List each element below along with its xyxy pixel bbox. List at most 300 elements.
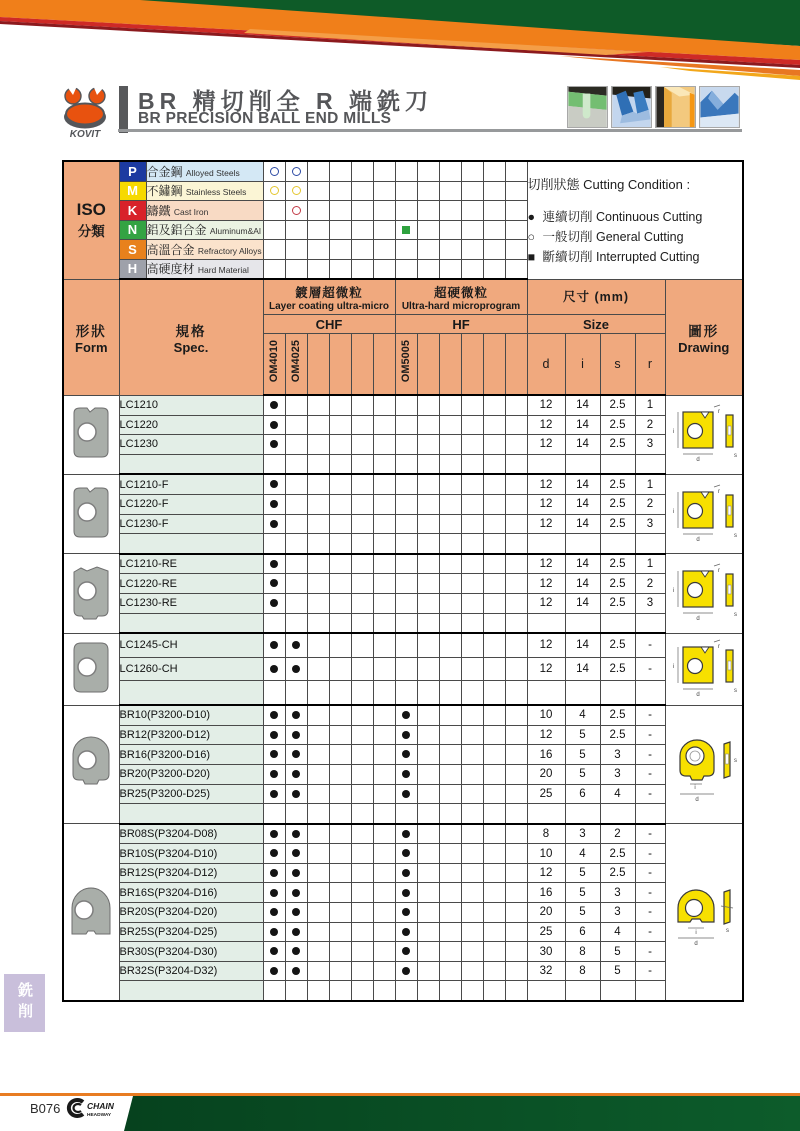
- grade-mark-cell: [417, 633, 439, 657]
- grade-mark-cell: [285, 574, 307, 594]
- iso-mark-cell: [307, 201, 329, 221]
- svg-text:d: d: [694, 940, 698, 947]
- table-row: [63, 554, 743, 574]
- continuous-cutting-dot-icon: [270, 440, 278, 448]
- form-image-ball: [63, 705, 119, 824]
- grade-mark-cell: [329, 657, 351, 681]
- general-cutting-circle-icon: [270, 167, 279, 176]
- svg-text:s: s: [725, 927, 729, 934]
- iso-mark-cell: [439, 259, 461, 279]
- grade-mark-cell: [395, 435, 417, 455]
- grade-mark-cell: [417, 593, 439, 613]
- svg-text:i: i: [672, 587, 675, 594]
- size-value: 12: [527, 863, 565, 883]
- size-value: 8: [527, 824, 565, 844]
- continuous-cutting-dot-icon: [402, 731, 410, 739]
- grade-mark-cell: [417, 961, 439, 981]
- iso-mark-cell: [483, 240, 505, 260]
- grade-mark-cell: [307, 494, 329, 514]
- grade-mark-cell: [505, 883, 527, 903]
- size-value: 2.5: [600, 514, 635, 534]
- grade-mark-cell: [483, 863, 505, 883]
- size-value: 12: [527, 395, 565, 415]
- size-value: -: [635, 784, 665, 804]
- iso-mark-cell: [329, 181, 351, 201]
- grade-mark-cell: [417, 435, 439, 455]
- grade-mark-cell: [285, 593, 307, 613]
- svg-text:r: r: [717, 409, 720, 416]
- grade-mark-cell: [285, 942, 307, 962]
- grade-mark-cell: [373, 657, 395, 681]
- table-row: [63, 903, 743, 923]
- grade-mark-cell: [461, 395, 483, 415]
- grade-mark-cell: [307, 633, 329, 657]
- size-value: 12: [527, 574, 565, 594]
- title-accent-bar: [119, 86, 128, 133]
- grade-mark-cell: [461, 922, 483, 942]
- continuous-cutting-dot-icon: [292, 889, 300, 897]
- iso-mark-cell: [439, 161, 461, 181]
- iso-mark-cell: [505, 181, 527, 201]
- svg-text:r: r: [717, 643, 720, 650]
- grade-mark-cell: [285, 494, 307, 514]
- size-value: 5: [565, 903, 600, 923]
- header-divider: [118, 129, 742, 132]
- size-value: 12: [527, 554, 565, 574]
- iso-mark-cell: [395, 240, 417, 260]
- page-subtitle: BR PRECISION BALL END MILLS: [138, 110, 392, 127]
- grade-mark-cell: [263, 574, 285, 594]
- iso-mark-cell: [373, 220, 395, 240]
- grade-mark-cell: [417, 942, 439, 962]
- grade-mark-cell: [439, 883, 461, 903]
- grade-mark-cell: [285, 745, 307, 765]
- size-value: 3: [635, 593, 665, 613]
- grade-mark-cell: [351, 657, 373, 681]
- page-title: BR 精切削全 R 端銑刀: [138, 88, 433, 114]
- form-image-square-b: [63, 474, 119, 553]
- continuous-cutting-dot-icon: [270, 579, 278, 587]
- iso-letter-H: H: [119, 259, 146, 279]
- size-value: 6: [565, 922, 600, 942]
- iso-mark-cell: [505, 259, 527, 279]
- svg-text:s: s: [733, 687, 737, 694]
- grade-mark-cell: [329, 863, 351, 883]
- grade-mark-cell: [351, 474, 373, 494]
- grade-mark-cell: [395, 514, 417, 534]
- iso-mark-cell: [373, 181, 395, 201]
- grade-mark-cell: [395, 922, 417, 942]
- size-value: 2.5: [600, 415, 635, 435]
- svg-text:r: r: [717, 567, 720, 574]
- continuous-cutting-dot-icon: [292, 770, 300, 778]
- grade-mark-cell: [263, 764, 285, 784]
- continuous-cutting-dot-icon: [402, 790, 410, 798]
- svg-text:d: d: [695, 796, 699, 803]
- form-image-dome: [63, 824, 119, 1001]
- iso-mark-cell: [285, 240, 307, 260]
- grade-mark-cell: [307, 764, 329, 784]
- svg-text:s: s: [733, 453, 737, 460]
- grade-mark-cell: [285, 903, 307, 923]
- table-row: [63, 435, 743, 455]
- size-value: 4: [600, 922, 635, 942]
- spec-cell: LC1210-RE: [119, 554, 263, 574]
- grade-mark-cell: [417, 784, 439, 804]
- grade-mark-cell: [417, 903, 439, 923]
- grade-mark-cell: [373, 514, 395, 534]
- size-value: -: [635, 745, 665, 765]
- grade-mark-cell: [285, 725, 307, 745]
- iso-material-name: 高硬度材 Hard Material: [146, 259, 263, 279]
- form-image-square-a: [63, 395, 119, 474]
- iso-mark-cell: [351, 201, 373, 221]
- iso-mark-cell: [483, 259, 505, 279]
- size-value: 14: [565, 554, 600, 574]
- iso-mark-cell: [329, 161, 351, 181]
- grade-mark-cell: [461, 942, 483, 962]
- size-value: 3: [635, 435, 665, 455]
- grade-mark-cell: [285, 514, 307, 534]
- size-value: 5: [565, 883, 600, 903]
- grade-mark-cell: [483, 942, 505, 962]
- iso-mark-cell: [439, 201, 461, 221]
- size-value: 8: [565, 961, 600, 981]
- svg-text:i: i: [695, 929, 697, 936]
- grade-mark-cell: [307, 657, 329, 681]
- machining-sample-thumbnail-1: [567, 86, 608, 128]
- iso-mark-cell: [417, 220, 439, 240]
- drawing-image-square-b: [665, 474, 743, 553]
- chf-group-header: 鍍層超微粒 Layer coating ultra-micro: [263, 279, 395, 315]
- iso-mark-cell: [329, 259, 351, 279]
- size-value: 14: [565, 415, 600, 435]
- grade-mark-cell: [285, 554, 307, 574]
- grade-mark-cell: [461, 574, 483, 594]
- size-value: 14: [565, 574, 600, 594]
- size-value: 4: [600, 784, 635, 804]
- grade-mark-cell: [329, 554, 351, 574]
- grade-mark-cell: [461, 435, 483, 455]
- grade-mark-cell: [351, 514, 373, 534]
- continuous-cutting-dot-icon: [270, 500, 278, 508]
- grade-mark-cell: [351, 633, 373, 657]
- grade-column-empty-7: [417, 334, 439, 396]
- grade-column-OM4025: OM4025: [285, 334, 307, 396]
- group-spacer-row: [63, 613, 743, 633]
- grade-column-OM5005: OM5005: [395, 334, 417, 396]
- continuous-cutting-dot-icon: [270, 889, 278, 897]
- iso-mark-cell: [285, 201, 307, 221]
- grade-mark-cell: [417, 863, 439, 883]
- iso-mark-cell: [373, 201, 395, 221]
- svg-text:i: i: [694, 784, 696, 791]
- grade-mark-cell: [439, 903, 461, 923]
- grade-mark-cell: [373, 494, 395, 514]
- table-row: [63, 961, 743, 981]
- grade-mark-cell: [329, 514, 351, 534]
- grade-mark-cell: [483, 725, 505, 745]
- size-value: 2.5: [600, 593, 635, 613]
- grade-mark-cell: [307, 784, 329, 804]
- grade-mark-cell: [373, 764, 395, 784]
- grade-mark-cell: [263, 435, 285, 455]
- group-spacer-row: [63, 454, 743, 474]
- grade-mark-cell: [395, 415, 417, 435]
- size-value: 10: [527, 844, 565, 864]
- grade-mark-cell: [439, 764, 461, 784]
- iso-mark-cell: [285, 161, 307, 181]
- table-header-row-groups: [63, 279, 743, 315]
- grade-mark-cell: [307, 474, 329, 494]
- grade-mark-cell: [461, 725, 483, 745]
- size-value: 3: [600, 883, 635, 903]
- grade-mark-cell: [307, 395, 329, 415]
- grade-column-empty-4: [351, 334, 373, 396]
- general-cutting-circle-icon: [270, 186, 279, 195]
- grade-mark-cell: [373, 633, 395, 657]
- grade-mark-cell: [285, 474, 307, 494]
- grade-mark-cell: [417, 474, 439, 494]
- table-row: [63, 764, 743, 784]
- size-value: -: [635, 705, 665, 725]
- grade-mark-cell: [373, 574, 395, 594]
- grade-mark-cell: [373, 942, 395, 962]
- table-row: [63, 725, 743, 745]
- grade-mark-cell: [505, 514, 527, 534]
- spec-cell: LC1220-RE: [119, 574, 263, 594]
- size-value: 2: [635, 574, 665, 594]
- grade-mark-cell: [373, 784, 395, 804]
- grade-mark-cell: [395, 745, 417, 765]
- grade-mark-cell: [483, 922, 505, 942]
- size-value: 16: [527, 745, 565, 765]
- drawing-image-square-a: [665, 395, 743, 474]
- iso-letter-K: K: [119, 201, 146, 221]
- grade-mark-cell: [329, 574, 351, 594]
- spec-cell: BR32S(P3204-D32): [119, 961, 263, 981]
- cutting-condition-item: ● 連續切削 Continuous Cutting: [527, 209, 703, 224]
- svg-text:s: s: [733, 611, 737, 618]
- size-value: 1: [635, 554, 665, 574]
- table-row: [63, 415, 743, 435]
- size-value: 14: [565, 657, 600, 681]
- grade-mark-cell: [307, 844, 329, 864]
- hf-group-header: 超硬微粒 Ultra-hard microprogram: [395, 279, 527, 315]
- grade-mark-cell: [417, 494, 439, 514]
- size-value: 2.5: [600, 435, 635, 455]
- grade-mark-cell: [329, 942, 351, 962]
- size-value: 14: [565, 395, 600, 415]
- grade-mark-cell: [285, 764, 307, 784]
- grade-mark-cell: [505, 824, 527, 844]
- svg-text:d: d: [696, 457, 700, 464]
- size-value: -: [635, 942, 665, 962]
- grade-mark-cell: [285, 415, 307, 435]
- grade-mark-cell: [351, 574, 373, 594]
- grade-mark-cell: [263, 593, 285, 613]
- spec-cell: LC1230-F: [119, 514, 263, 534]
- interrupted-cutting-square-icon: [402, 226, 410, 234]
- grade-mark-cell: [461, 494, 483, 514]
- size-value: 4: [565, 705, 600, 725]
- grade-mark-cell: [505, 903, 527, 923]
- svg-text:d: d: [696, 536, 700, 543]
- size-value: 2.5: [600, 705, 635, 725]
- svg-text:i: i: [672, 508, 675, 515]
- iso-mark-cell: [461, 161, 483, 181]
- size-value: 14: [565, 593, 600, 613]
- grade-mark-cell: [439, 863, 461, 883]
- continuous-cutting-dot-icon: [292, 711, 300, 719]
- size-value: 12: [527, 725, 565, 745]
- grade-mark-cell: [351, 863, 373, 883]
- size-value: 2.5: [600, 474, 635, 494]
- grade-mark-cell: [439, 435, 461, 455]
- grade-mark-cell: [329, 633, 351, 657]
- grade-mark-cell: [439, 494, 461, 514]
- grade-mark-cell: [307, 514, 329, 534]
- size-value: 2: [600, 824, 635, 844]
- grade-mark-cell: [461, 593, 483, 613]
- footer-brand-line2: HEADWAY: [87, 1113, 112, 1118]
- grade-mark-cell: [307, 725, 329, 745]
- grade-mark-cell: [395, 593, 417, 613]
- grade-mark-cell: [439, 415, 461, 435]
- iso-letter-P: P: [119, 161, 146, 181]
- grade-column-empty-3: [329, 334, 351, 396]
- grade-mark-cell: [329, 415, 351, 435]
- iso-mark-cell: [373, 240, 395, 260]
- grade-mark-cell: [263, 883, 285, 903]
- grade-mark-cell: [395, 554, 417, 574]
- iso-mark-cell: [307, 220, 329, 240]
- grade-mark-cell: [483, 903, 505, 923]
- iso-row-P: [63, 161, 743, 181]
- grade-mark-cell: [373, 705, 395, 725]
- size-value: 1: [635, 395, 665, 415]
- grade-mark-cell: [373, 844, 395, 864]
- size-value: 1: [635, 474, 665, 494]
- grade-mark-cell: [263, 514, 285, 534]
- grade-mark-cell: [285, 844, 307, 864]
- grade-mark-cell: [505, 415, 527, 435]
- continuous-cutting-dot-icon: [270, 641, 278, 649]
- grade-mark-cell: [461, 705, 483, 725]
- iso-mark-cell: [505, 161, 527, 181]
- drawing-image-square-wavy: [665, 554, 743, 633]
- grade-mark-cell: [373, 435, 395, 455]
- continuous-cutting-dot-icon: [270, 928, 278, 936]
- grade-mark-cell: [417, 415, 439, 435]
- size-value: -: [635, 764, 665, 784]
- continuous-cutting-dot-icon: [270, 947, 278, 955]
- table-row: [63, 494, 743, 514]
- grade-mark-cell: [307, 705, 329, 725]
- grade-mark-cell: [263, 657, 285, 681]
- continuous-cutting-dot-icon: [292, 665, 300, 673]
- grade-mark-cell: [461, 764, 483, 784]
- grade-mark-cell: [417, 395, 439, 415]
- drawing-image-dome: [665, 824, 743, 1001]
- spec-column-header: 規格 Spec.: [119, 279, 263, 395]
- iso-class-label: ISO 分類: [63, 161, 119, 279]
- grade-mark-cell: [483, 415, 505, 435]
- iso-mark-cell: [505, 240, 527, 260]
- grade-mark-cell: [285, 961, 307, 981]
- grade-mark-cell: [395, 633, 417, 657]
- continuous-cutting-dot-icon: [402, 928, 410, 936]
- grade-mark-cell: [329, 844, 351, 864]
- grade-mark-cell: [461, 554, 483, 574]
- iso-mark-cell: [439, 220, 461, 240]
- grade-column-empty-9: [461, 334, 483, 396]
- continuous-cutting-dot-icon: [292, 641, 300, 649]
- continuous-cutting-dot-icon: [270, 731, 278, 739]
- table-row: [63, 844, 743, 864]
- grade-mark-cell: [351, 784, 373, 804]
- grade-mark-cell: [351, 922, 373, 942]
- size-value: 2: [635, 494, 665, 514]
- iso-mark-cell: [263, 181, 285, 201]
- continuous-cutting-dot-icon: [402, 711, 410, 719]
- iso-mark-cell: [417, 181, 439, 201]
- spec-cell: BR25S(P3204-D25): [119, 922, 263, 942]
- grade-mark-cell: [505, 574, 527, 594]
- grade-mark-cell: [439, 784, 461, 804]
- svg-text:r: r: [717, 488, 720, 495]
- grade-mark-cell: [373, 593, 395, 613]
- grade-mark-cell: [483, 883, 505, 903]
- continuous-cutting-dot-icon: [402, 830, 410, 838]
- grade-mark-cell: [439, 725, 461, 745]
- grade-mark-cell: [483, 494, 505, 514]
- iso-letter-N: N: [119, 220, 146, 240]
- iso-mark-cell: [307, 181, 329, 201]
- iso-mark-cell: [329, 220, 351, 240]
- iso-mark-cell: [263, 220, 285, 240]
- grade-mark-cell: [373, 922, 395, 942]
- general-cutting-circle-icon: [292, 206, 301, 215]
- iso-mark-cell: [395, 181, 417, 201]
- grade-mark-cell: [307, 942, 329, 962]
- iso-mark-cell: [461, 201, 483, 221]
- grade-mark-cell: [505, 633, 527, 657]
- grade-mark-cell: [351, 435, 373, 455]
- spec-cell: BR10(P3200-D10): [119, 705, 263, 725]
- grade-mark-cell: [461, 514, 483, 534]
- iso-mark-cell: [395, 259, 417, 279]
- svg-text:d: d: [696, 615, 700, 622]
- grade-mark-cell: [373, 554, 395, 574]
- grade-mark-cell: [351, 844, 373, 864]
- grade-mark-cell: [483, 435, 505, 455]
- size-value: 5: [600, 942, 635, 962]
- grade-mark-cell: [351, 554, 373, 574]
- continuous-cutting-dot-icon: [292, 849, 300, 857]
- general-cutting-circle-icon: [292, 186, 301, 195]
- iso-material-name: 鋁及鋁合金 Aluminum&Al: [146, 220, 263, 240]
- grade-mark-cell: [395, 395, 417, 415]
- iso-mark-cell: [439, 181, 461, 201]
- size-value: 25: [527, 784, 565, 804]
- size-value: 6: [565, 784, 600, 804]
- continuous-cutting-dot-icon: [270, 711, 278, 719]
- grade-mark-cell: [439, 593, 461, 613]
- iso-mark-cell: [351, 161, 373, 181]
- continuous-cutting-dot-icon: [270, 750, 278, 758]
- table-row: [63, 824, 743, 844]
